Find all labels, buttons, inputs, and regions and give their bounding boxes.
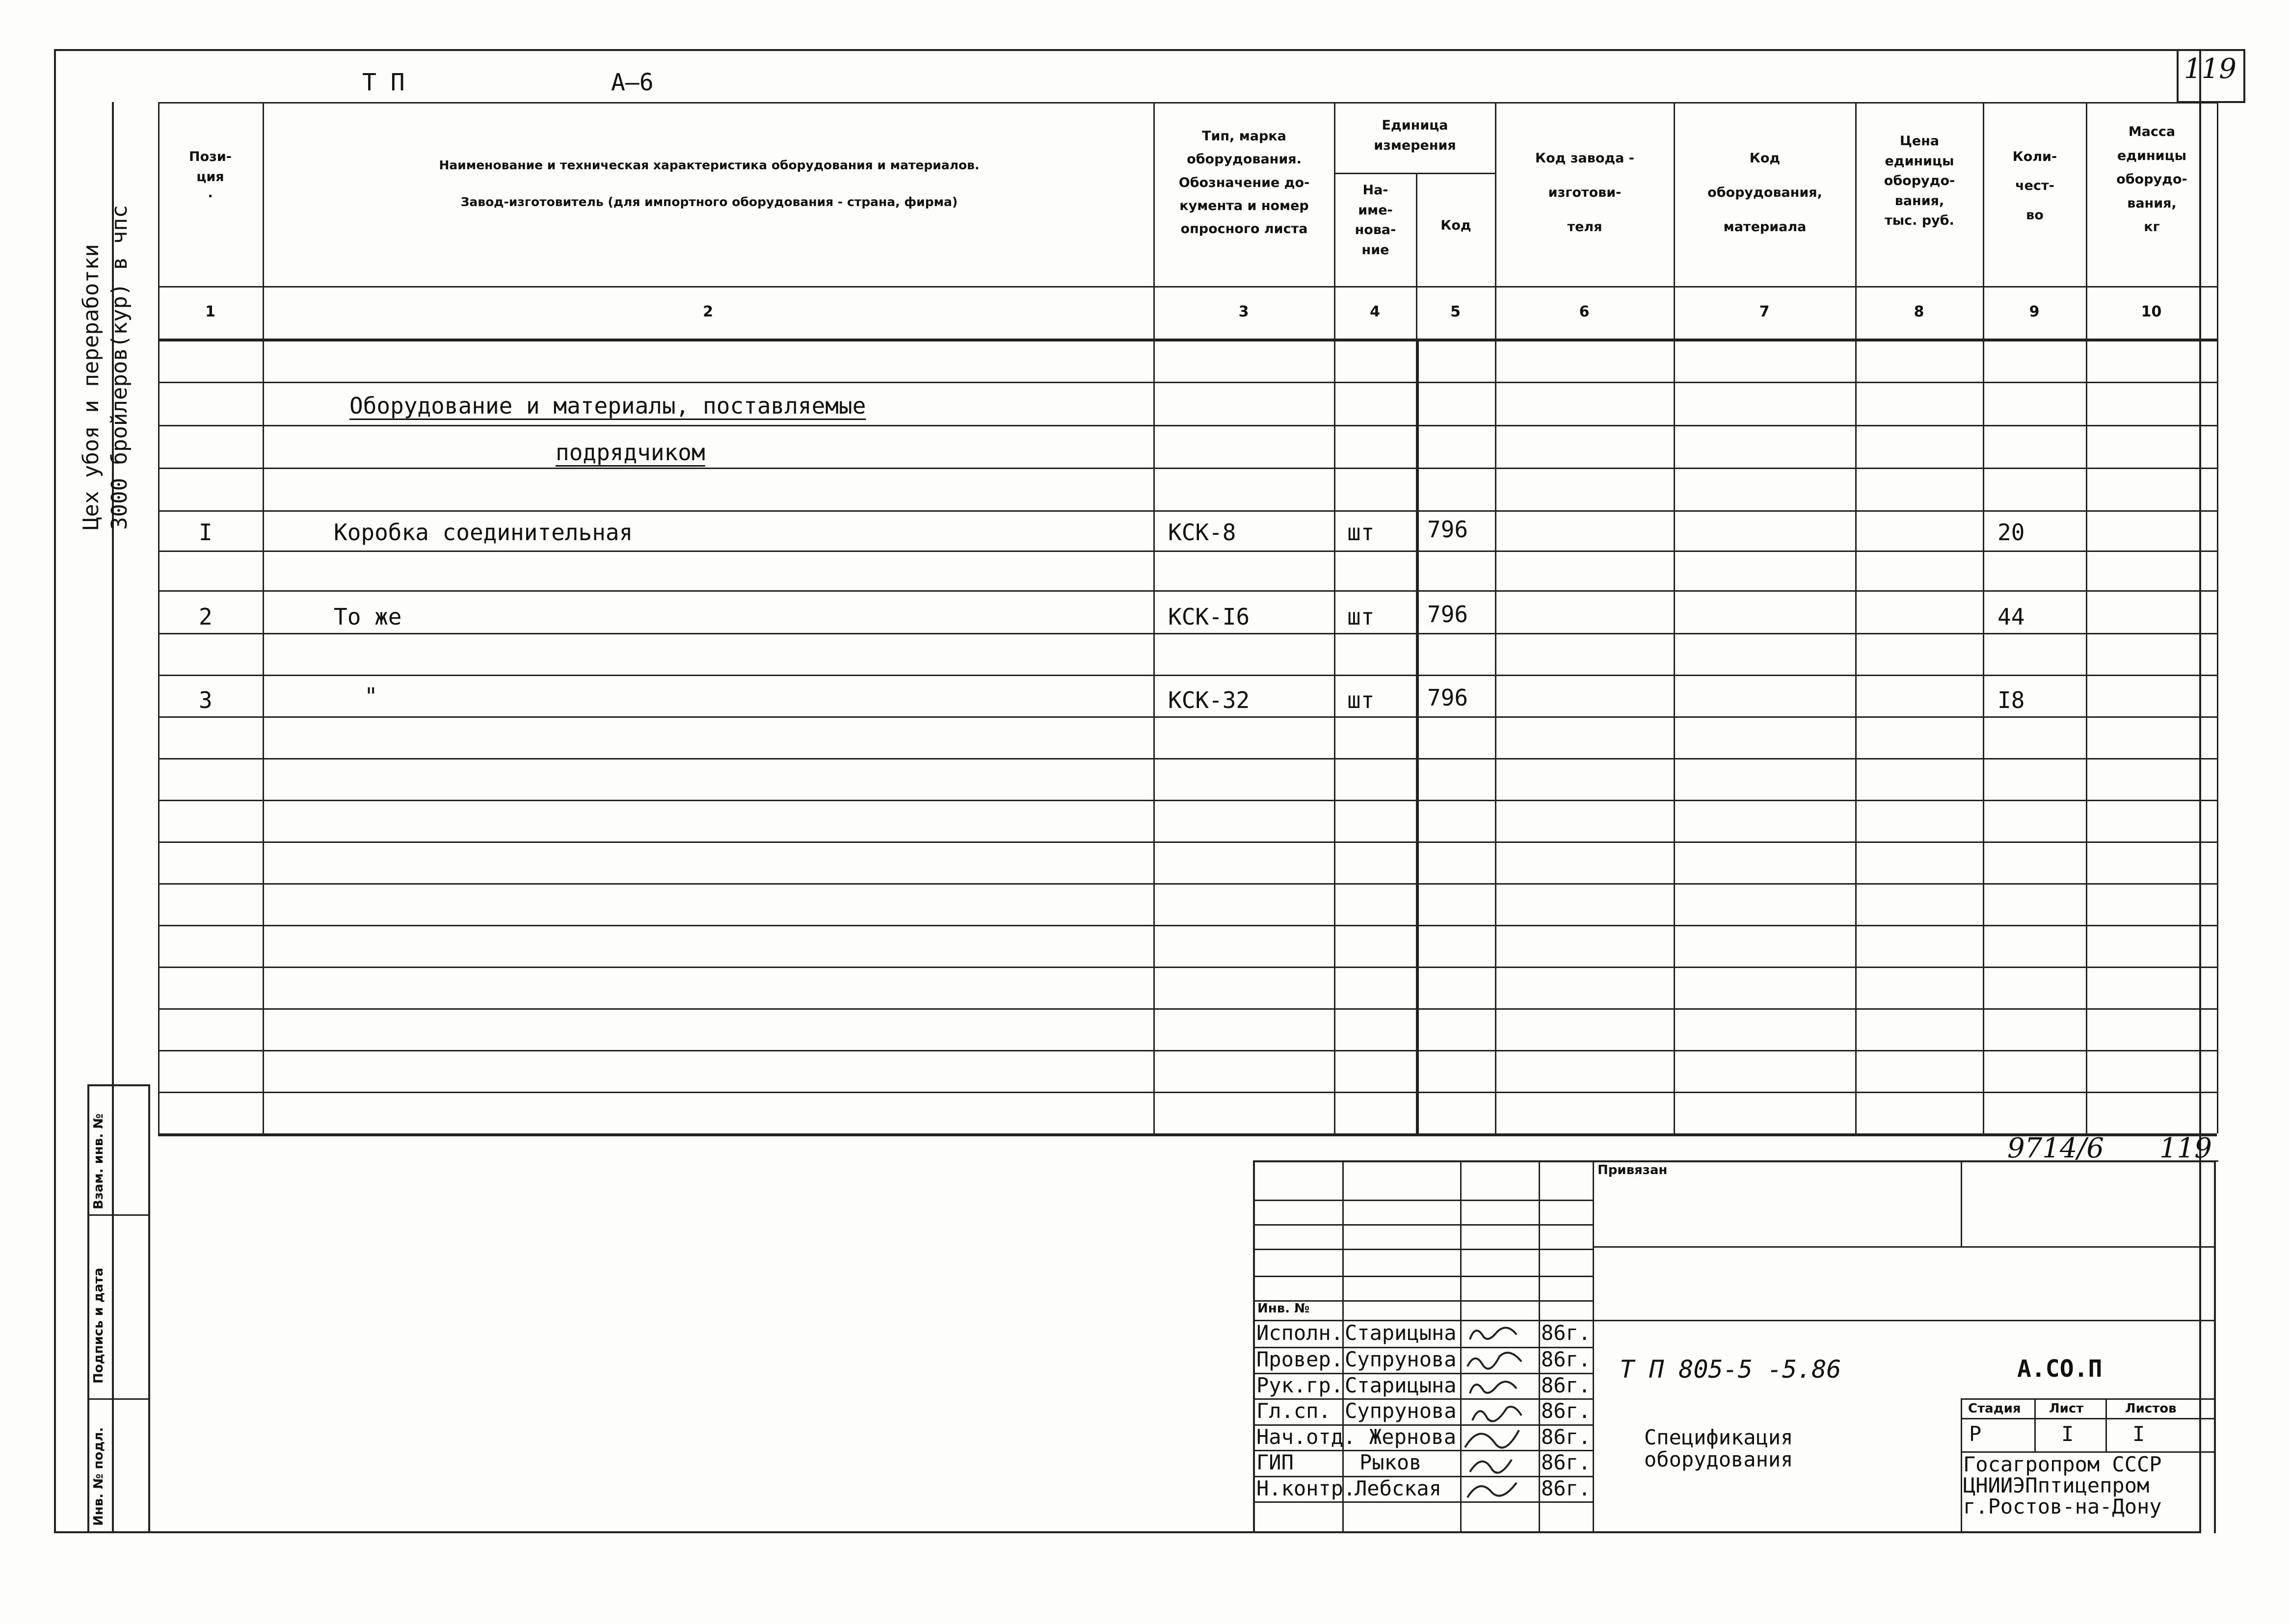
col-header-8: Цена единицы оборудо- вания, тыс. руб. bbox=[1884, 133, 1955, 228]
sheet-number: 119 bbox=[2184, 53, 2237, 85]
sig-name-3: Старицына bbox=[1345, 1373, 1457, 1397]
sig-year-1: 86г. bbox=[1541, 1321, 1591, 1345]
unit-group-header: Единица измерения bbox=[1374, 118, 1456, 153]
doc-number: 9714/6 bbox=[2007, 1132, 2104, 1164]
doc-title-line1: Спецификация bbox=[1644, 1425, 1793, 1449]
inv-label: Инв. № bbox=[1257, 1301, 1310, 1316]
org-line3: г.Ростов-на-Дону bbox=[1963, 1494, 2162, 1519]
row-position: 3 bbox=[199, 687, 213, 713]
row-name: Коробка соединительная bbox=[334, 519, 633, 546]
row-position: I bbox=[199, 519, 213, 546]
linked-label: Привязан bbox=[1598, 1163, 1668, 1178]
col-num-10: 10 bbox=[2141, 303, 2162, 320]
sig-role-5: Нач.отд. bbox=[1256, 1425, 1356, 1449]
row-type: КСК-I6 bbox=[1168, 603, 1250, 630]
sig-role-2: Провер. bbox=[1256, 1347, 1344, 1371]
row-unit-code: 796 bbox=[1427, 684, 1468, 711]
col-header-10: Масса единицы оборудо- вания, кг bbox=[2116, 124, 2187, 235]
sig-role-1: Исполн. bbox=[1256, 1321, 1344, 1345]
row-quantity: 44 bbox=[1997, 603, 2025, 630]
col-num-6: 6 bbox=[1579, 303, 1590, 320]
row-unit: шт bbox=[1347, 519, 1375, 546]
sheet-label: Лист bbox=[2049, 1401, 2084, 1416]
sig-year-7: 86г. bbox=[1541, 1476, 1591, 1500]
sig-name-6: Рыков bbox=[1359, 1450, 1422, 1474]
sheet-value: I bbox=[2061, 1422, 2074, 1446]
row-unit-code: 796 bbox=[1427, 516, 1468, 543]
album-label: А–6 bbox=[611, 69, 654, 96]
sig-name-2: Супрунова bbox=[1345, 1347, 1457, 1371]
sig-role-7: Н.контр. bbox=[1256, 1476, 1356, 1500]
col-header-3: Тип, марка оборудования. Обозначение до- кумента и номер опросного листа bbox=[1178, 129, 1310, 236]
col-header-2: Наименование и техническая характеристика оборудования и материалов. Завод-изготовитель (для импортного оборудования - страна, фирма) bbox=[439, 158, 980, 209]
side-title-line2: 3000 бройлеров(кур) в чпс bbox=[107, 205, 132, 530]
row-quantity: I8 bbox=[1997, 687, 2025, 713]
col-header-1: Пози- ция · bbox=[189, 149, 232, 204]
side-stamp-vzam: Взам. инв. № bbox=[91, 1113, 106, 1209]
col-header-7: Код оборудования, материала bbox=[1707, 151, 1822, 235]
sig-year-4: 86г. bbox=[1541, 1399, 1591, 1423]
sheets-label: Листов bbox=[2125, 1401, 2177, 1416]
row-unit-code: 796 bbox=[1427, 601, 1468, 628]
row-unit: шт bbox=[1347, 603, 1375, 630]
sig-name-5: Жернова bbox=[1369, 1425, 1457, 1449]
col-num-4: 4 bbox=[1370, 303, 1380, 320]
sheets-value: I bbox=[2132, 1422, 2145, 1446]
row-position: 2 bbox=[199, 603, 213, 630]
row-name: То же bbox=[334, 603, 402, 630]
org-line1: Госагропром СССР bbox=[1963, 1452, 2162, 1476]
col-header-5: Код bbox=[1440, 218, 1471, 233]
project-code: Т П bbox=[362, 69, 405, 96]
sig-year-5: 86г. bbox=[1541, 1425, 1591, 1449]
sig-role-6: ГИП bbox=[1256, 1450, 1294, 1474]
col-num-5: 5 bbox=[1450, 303, 1461, 320]
row-unit: шт bbox=[1347, 687, 1375, 713]
document-mark: А.СО.П bbox=[2017, 1355, 2103, 1383]
doc-sheet: 119 bbox=[2159, 1132, 2212, 1164]
section-title-line2: подрядчиком bbox=[556, 439, 705, 466]
sig-role-3: Рук.гр. bbox=[1256, 1373, 1344, 1397]
signature-scribbles bbox=[1460, 1320, 1539, 1501]
col-num-8: 8 bbox=[1914, 303, 1924, 320]
col-num-9: 9 bbox=[2029, 303, 2040, 320]
doc-title-line2: оборудования bbox=[1644, 1447, 1793, 1471]
col-num-2: 2 bbox=[703, 303, 713, 320]
org-line2: ЦНИИЭПптицепром bbox=[1963, 1473, 2150, 1497]
sig-name-7: Лебская bbox=[1355, 1476, 1442, 1500]
sig-role-4: Гл.сп. bbox=[1256, 1399, 1331, 1423]
side-title-line1: Цех убоя и переработки bbox=[79, 244, 104, 530]
stage-label: Стадия bbox=[1968, 1401, 2021, 1416]
col-header-4: На- име- нова- ние bbox=[1355, 183, 1396, 258]
row-name: " bbox=[364, 683, 378, 709]
col-num-3: 3 bbox=[1238, 303, 1249, 320]
designation: Т П 805-5 -5.86 bbox=[1620, 1355, 1841, 1384]
sig-name-1: Старицына bbox=[1345, 1321, 1457, 1345]
sig-year-6: 86г. bbox=[1541, 1450, 1591, 1474]
stage-value: Р bbox=[1969, 1422, 1982, 1446]
row-type: КСК-8 bbox=[1168, 519, 1236, 546]
section-title-line1: Оборудование и материалы, поставляемые bbox=[349, 393, 866, 419]
col-header-6: Код завода - изготови- теля bbox=[1535, 151, 1634, 235]
side-stamp-inv-podl: Инв. № подл. bbox=[91, 1427, 106, 1526]
col-num-1: 1 bbox=[205, 303, 215, 320]
side-stamp-podpis: Подпись и дата bbox=[91, 1267, 106, 1384]
sig-name-4: Супрунова bbox=[1345, 1399, 1457, 1423]
sig-year-2: 86г. bbox=[1541, 1347, 1591, 1371]
sig-year-3: 86г. bbox=[1541, 1373, 1591, 1397]
row-type: КСК-32 bbox=[1168, 687, 1250, 713]
row-quantity: 20 bbox=[1997, 519, 2025, 546]
col-header-9: Коли- чест- во bbox=[2012, 149, 2057, 223]
col-num-7: 7 bbox=[1759, 303, 1770, 320]
